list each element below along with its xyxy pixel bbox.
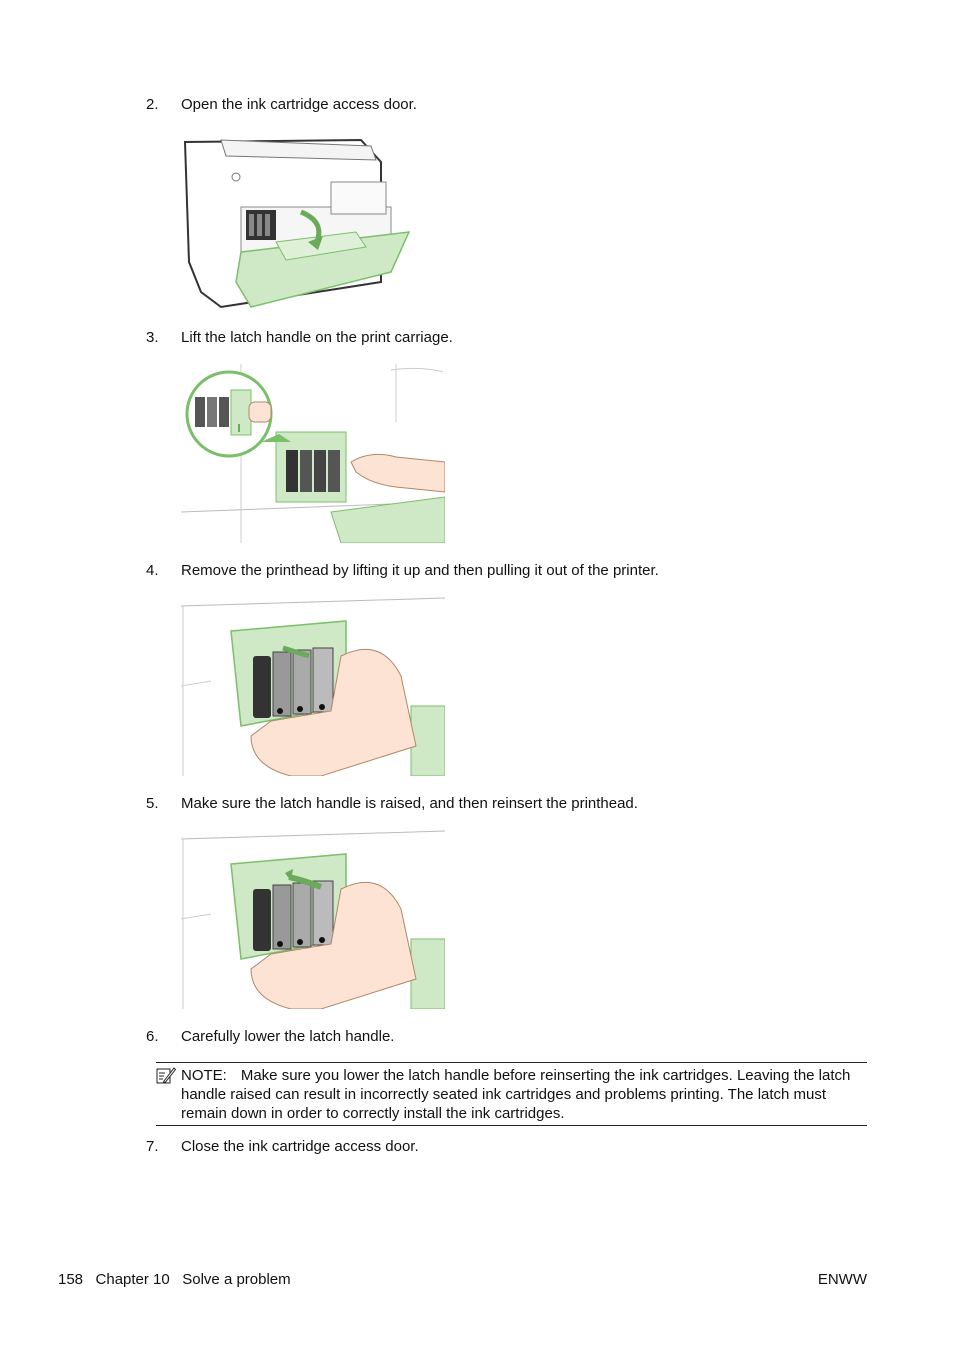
page-footer — [58, 1271, 867, 1291]
step-text: Carefully lower the latch handle. — [181, 1028, 395, 1045]
note-body — [181, 1066, 866, 1123]
step-number: 7. — [146, 1138, 159, 1155]
note-pencil-icon — [156, 1066, 176, 1084]
reinsert-printhead-illustration — [181, 829, 445, 1009]
note-text: Make sure you lower the latch handle before reinserting the ink cartridges. Leaving the latch handle raised can result in incorrectly seated ink cartridges and problems printing. The latch must remain down in order to correctly install the ink cartridges. — [181, 1067, 851, 1122]
step-text: Close the ink cartridge access door. — [181, 1138, 419, 1155]
step-number: 2. — [146, 96, 159, 113]
step-number: 3. — [146, 329, 159, 346]
remove-printhead-illustration — [181, 596, 445, 776]
printer-open-door-illustration — [181, 132, 413, 310]
note-label: NOTE: — [181, 1067, 227, 1084]
step-text: Lift the latch handle on the print carriage. — [181, 329, 453, 346]
note-box — [156, 1062, 867, 1126]
step-text: Make sure the latch handle is raised, and then reinsert the printhead. — [181, 795, 638, 812]
footer-enww: ENWW — [817, 1271, 867, 1288]
step-text: Remove the printhead by lifting it up and then pulling it out of the printer. — [181, 562, 659, 579]
step-number: 5. — [146, 795, 159, 812]
lift-latch-illustration — [181, 362, 445, 543]
step-text: Open the ink cartridge access door. — [181, 96, 417, 113]
step-number: 6. — [146, 1028, 159, 1045]
step-number: 4. — [146, 562, 159, 579]
footer-page-chapter: 158 Chapter 10 Solve a problem — [58, 1271, 291, 1288]
